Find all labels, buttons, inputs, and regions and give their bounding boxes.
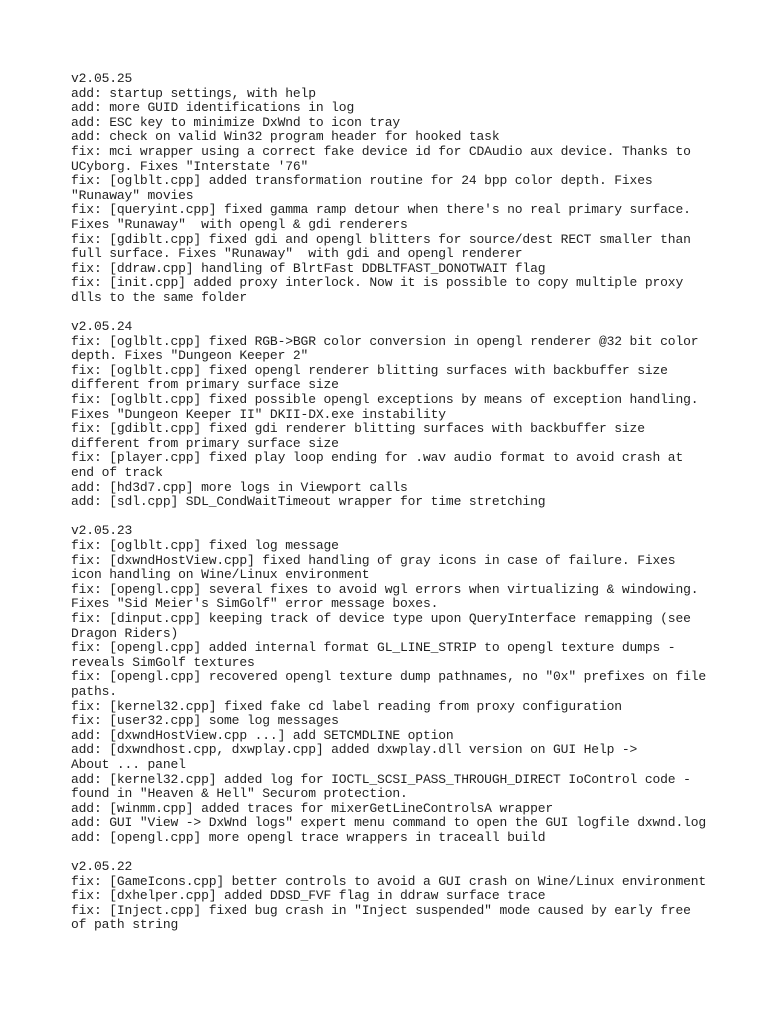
changelog-line: fix: [opengl.cpp] added internal format GL_LINE_STRIP to opengl texture dumps - bbox=[71, 640, 676, 656]
changelog-line: of path string bbox=[71, 917, 179, 933]
changelog-line: add: startup settings, with help bbox=[71, 85, 316, 101]
changelog-line: add: [hd3d7.cpp] more logs in Viewport calls bbox=[71, 479, 408, 495]
changelog-line: fix: [dxhelper.cpp] added DDSD_FVF flag in ddraw surface trace bbox=[71, 888, 546, 904]
changelog-line: Fixes "Sid Meier's SimGolf" error message boxes. bbox=[71, 596, 439, 612]
changelog-line: fix: [player.cpp] fixed play loop ending for .wav audio format to avoid crash at bbox=[71, 450, 684, 466]
changelog-line: fix: [dinput.cpp] keeping track of device type upon QueryInterface remapping (see bbox=[71, 610, 691, 626]
changelog-line: fix: [gdiblt.cpp] fixed gdi and opengl blitters for source/dest RECT smaller than bbox=[71, 231, 691, 247]
changelog-line: fix: [oglblt.cpp] added transformation routine for 24 bpp color depth. Fixes bbox=[71, 173, 653, 189]
changelog-document bbox=[71, 72, 761, 948]
changelog-line: fix: [oglblt.cpp] fixed opengl renderer blitting surfaces with backbuffer size bbox=[71, 362, 668, 378]
version-section bbox=[71, 72, 761, 306]
changelog-line: UCyborg. Fixes "Interstate '76" bbox=[71, 158, 309, 174]
version-section bbox=[71, 860, 761, 933]
changelog-line: Fixes "Dungeon Keeper II" DKII-DX.exe instability bbox=[71, 406, 446, 422]
changelog-line: Fixes "Runaway" with opengl & gdi renderers bbox=[71, 216, 408, 232]
changelog-line: paths. bbox=[71, 683, 117, 699]
changelog-line: add: more GUID identifications in log bbox=[71, 100, 355, 116]
changelog-line: different from primary surface size bbox=[71, 377, 339, 393]
changelog-line: fix: [opengl.cpp] several fixes to avoid wgl errors when virtualizing & windowing. bbox=[71, 581, 699, 597]
changelog-line: add: ESC key to minimize DxWnd to icon tray bbox=[71, 114, 401, 130]
changelog-line: full surface. Fixes "Runaway" with gdi and opengl renderer bbox=[71, 246, 523, 262]
version-heading: v2.05.24 bbox=[71, 319, 133, 335]
changelog-line: fix: [ddraw.cpp] handling of BlrtFast DDBLTFAST_DONOTWAIT flag bbox=[71, 260, 546, 276]
changelog-line: fix: [opengl.cpp] recovered opengl texture dump pathnames, no "0x" prefixes on file bbox=[71, 669, 707, 685]
changelog-line: fix: [gdiblt.cpp] fixed gdi renderer blitting surfaces with backbuffer size bbox=[71, 421, 645, 437]
changelog-line: fix: [init.cpp] added proxy interlock. Now it is possible to copy multiple proxy bbox=[71, 275, 684, 291]
changelog-line: add: GUI "View -> DxWnd logs" expert menu command to open the GUI logfile dxwnd.log bbox=[71, 815, 707, 831]
changelog-line: fix: [GameIcons.cpp] better controls to avoid a GUI crash on Wine/Linux environment bbox=[71, 873, 707, 889]
changelog-line: fix: [oglblt.cpp] fixed possible opengl exceptions by means of exception handling. bbox=[71, 392, 699, 408]
changelog-line: add: [opengl.cpp] more opengl trace wrappers in traceall build bbox=[71, 829, 546, 845]
changelog-line: reveals SimGolf textures bbox=[71, 654, 255, 670]
changelog-line: fix: [user32.cpp] some log messages bbox=[71, 713, 339, 729]
changelog-line: "Runaway" movies bbox=[71, 187, 194, 203]
version-section bbox=[71, 320, 761, 510]
changelog-line: fix: [Inject.cpp] fixed bug crash in "Inject suspended" mode caused by early free bbox=[71, 902, 691, 918]
version-heading: v2.05.25 bbox=[71, 71, 133, 86]
changelog-line: dlls to the same folder bbox=[71, 289, 247, 305]
changelog-line: fix: [oglblt.cpp] fixed log message bbox=[71, 538, 339, 553]
changelog-line: depth. Fixes "Dungeon Keeper 2" bbox=[71, 348, 309, 364]
changelog-line: end of track bbox=[71, 465, 163, 481]
changelog-line: different from primary surface size bbox=[71, 435, 339, 451]
changelog-line: fix: [dxwndHostView.cpp] fixed handling of gray icons in case of failure. Fixes bbox=[71, 552, 676, 568]
version-heading: v2.05.22 bbox=[71, 859, 133, 875]
changelog-line: found in "Heaven & Hell" Securom protection. bbox=[71, 786, 408, 802]
changelog-line: add: [dxwndHostView.cpp ...] add SETCMDLINE option bbox=[71, 727, 454, 743]
version-section bbox=[71, 524, 761, 845]
changelog-line: add: check on valid Win32 program header for hooked task bbox=[71, 129, 500, 145]
version-heading: v2.05.23 bbox=[71, 523, 133, 539]
changelog-line: fix: mci wrapper using a correct fake device id for CDAudio aux device. Thanks to bbox=[71, 143, 691, 159]
changelog-line: About ... panel bbox=[71, 756, 186, 772]
changelog-line: add: [sdl.cpp] SDL_CondWaitTimeout wrapper for time stretching bbox=[71, 494, 546, 510]
changelog-line: icon handling on Wine/Linux environment bbox=[71, 567, 370, 583]
changelog-line: Dragon Riders) bbox=[71, 625, 179, 641]
changelog-line: add: [winmm.cpp] added traces for mixerGetLineControlsA wrapper bbox=[71, 800, 554, 816]
changelog-line: fix: [kernel32.cpp] fixed fake cd label reading from proxy configuration bbox=[71, 698, 622, 714]
changelog-line: fix: [queryint.cpp] fixed gamma ramp detour when there's no real primary surface. bbox=[71, 202, 691, 218]
changelog-line: fix: [oglblt.cpp] fixed RGB->BGR color conversion in opengl renderer @32 bit color bbox=[71, 333, 699, 349]
changelog-line: add: [kernel32.cpp] added log for IOCTL_SCSI_PASS_THROUGH_DIRECT IoControl code - bbox=[71, 771, 691, 787]
changelog-line: add: [dxwndhost.cpp, dxwplay.cpp] added dxwplay.dll version on GUI Help -> bbox=[71, 742, 638, 758]
